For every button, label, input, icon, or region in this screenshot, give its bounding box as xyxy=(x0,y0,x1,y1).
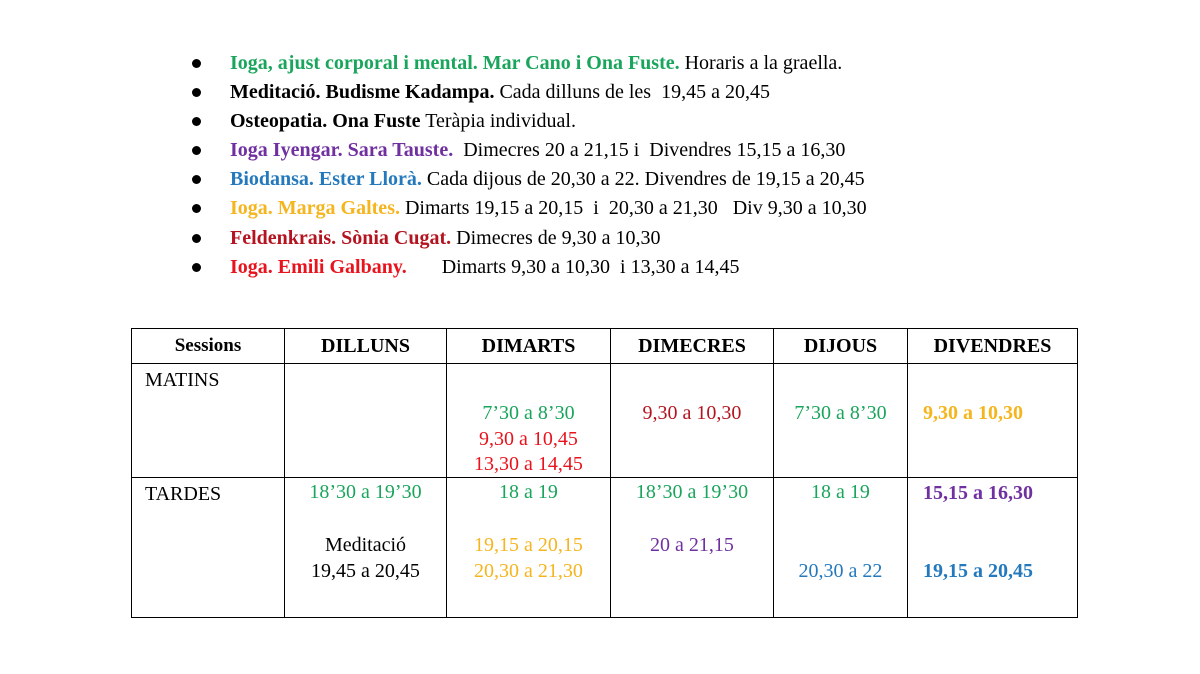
activity-item-ioga-marga xyxy=(192,194,867,223)
bullet-dot xyxy=(192,234,201,243)
cell-stack xyxy=(774,401,907,427)
cell-stack xyxy=(611,401,773,427)
cell-matins-divendres xyxy=(908,364,1078,504)
cell-stack xyxy=(774,559,907,585)
cell-matins-dilluns xyxy=(285,364,447,478)
time-slot: 7’30 a 8’30 xyxy=(482,402,575,424)
header-dimecres: DIMECRES xyxy=(611,329,774,364)
cell-matins-dimecres xyxy=(611,364,774,478)
time-slot: 20 a 21,15 xyxy=(650,534,734,556)
cell-tardes-dimarts xyxy=(447,478,611,618)
bullet-dot xyxy=(192,175,201,184)
time-slot: 13,30 a 14,45 xyxy=(474,453,583,475)
activity-title: Ioga. Emili Galbany. xyxy=(230,255,407,278)
time-slot: 18 a 19 xyxy=(499,481,558,503)
cell-stack xyxy=(923,401,1077,427)
cell-tardes-dijous xyxy=(774,478,908,618)
activity-item-meditacio xyxy=(192,78,867,107)
bullet-dot xyxy=(192,117,201,126)
time-slot: 19,15 a 20,45 xyxy=(923,560,1033,582)
activity-detail: Horaris a la graella. xyxy=(679,52,843,74)
cell-tardes-dilluns xyxy=(285,478,447,618)
cell-stack xyxy=(447,480,610,506)
cell-tardes-divendres xyxy=(908,478,1078,618)
cell-stack xyxy=(611,480,773,506)
activity-detail: Teràpia individual. xyxy=(420,110,576,133)
bullet-dot xyxy=(192,88,201,97)
cell-stack xyxy=(447,533,610,584)
activity-item-ioga-emili xyxy=(192,253,867,282)
time-slot: 18 a 19 xyxy=(811,481,870,503)
time-slot: 19,45 a 20,45 xyxy=(311,559,420,582)
header-dimarts: DIMARTS xyxy=(447,329,611,364)
bullet-dot xyxy=(192,146,201,155)
activity-detail: Dimarts 19,15 a 20,15 i 20,30 a 21,30 Div 9,30 a 10,30 xyxy=(399,197,867,220)
activity-title: Ioga Iyengar. Sara Tauste. xyxy=(230,139,454,162)
time-slot: 20,30 a 21,30 xyxy=(474,559,583,582)
activity-detail: Cada dijous de 20,30 a 22. Divendres de 19,15 a 20,45 xyxy=(421,168,865,191)
time-slot: 9,30 a 10,45 xyxy=(479,427,578,450)
activity-item-ioga-iyengar xyxy=(192,136,867,165)
bullet-dot xyxy=(192,263,201,272)
cell-matins-dijous xyxy=(774,364,908,478)
activity-detail: Dimarts 9,30 a 10,30 i 13,30 a 14,45 xyxy=(406,255,740,278)
cell-stack xyxy=(285,480,446,506)
header-dilluns: DILLUNS xyxy=(285,329,447,364)
cell-matins-dimarts xyxy=(447,364,611,478)
activity-item-ioga-ajust xyxy=(192,49,867,78)
time-slot: 20,30 a 22 xyxy=(798,560,883,582)
time-slot: 18’30 a 19’30 xyxy=(309,481,422,503)
activity-label: Meditació xyxy=(324,534,407,556)
activity-item-feldenkrais xyxy=(192,224,867,253)
header-dijous: DIJOUS xyxy=(774,329,908,364)
header-sessions: Sessions xyxy=(132,329,285,364)
activity-detail: Dimecres de 9,30 a 10,30 xyxy=(451,226,661,249)
time-slot: 18’30 a 19’30 xyxy=(635,481,749,503)
activities-list xyxy=(192,49,867,282)
cell-stack xyxy=(447,401,610,478)
activity-title: Biodansa. Ester Llorà. xyxy=(230,168,422,191)
cell-stack xyxy=(923,559,1077,585)
cell-stack xyxy=(611,533,773,559)
activity-title: Ioga. Marga Galtes. xyxy=(230,197,400,220)
row-tardes xyxy=(132,478,1078,618)
cell-stack xyxy=(285,533,446,584)
activity-title: Meditació. Budisme Kadampa. xyxy=(230,81,495,104)
time-slot: 19,15 a 20,15 xyxy=(474,534,583,556)
row-label-matins: MATINS xyxy=(132,364,285,478)
activity-title: Ioga, ajust corporal i mental. Mar Cano i Ona Fuste. xyxy=(230,52,680,74)
row-matins xyxy=(132,364,1078,478)
activity-item-osteopatia xyxy=(192,107,867,136)
bullet-dot xyxy=(192,204,201,213)
activity-detail: Cada dilluns de les 19,45 a 20,45 xyxy=(494,81,770,104)
row-label-tardes: TARDES xyxy=(132,478,285,618)
time-slot: 9,30 a 10,30 xyxy=(923,402,1023,424)
cell-tardes-dimecres xyxy=(611,478,774,618)
activity-detail: Dimecres 20 a 21,15 i Divendres 15,15 a 16,30 xyxy=(453,139,846,162)
activity-title: Feldenkrais. Sònia Cugat. xyxy=(230,226,452,249)
bullet-dot xyxy=(192,59,201,68)
cell-stack xyxy=(774,480,907,506)
time-slot: 15,15 a 16,30 xyxy=(923,482,1033,504)
header-row xyxy=(132,329,1078,364)
header-divendres: DIVENDRES xyxy=(908,329,1078,364)
schedule-table xyxy=(131,328,1078,618)
activity-title: Osteopatia. Ona Fuste xyxy=(230,110,421,133)
time-slot: 9,30 a 10,30 xyxy=(642,402,742,424)
time-slot: 7’30 a 8’30 xyxy=(794,402,887,424)
activity-item-biodansa xyxy=(192,165,867,194)
